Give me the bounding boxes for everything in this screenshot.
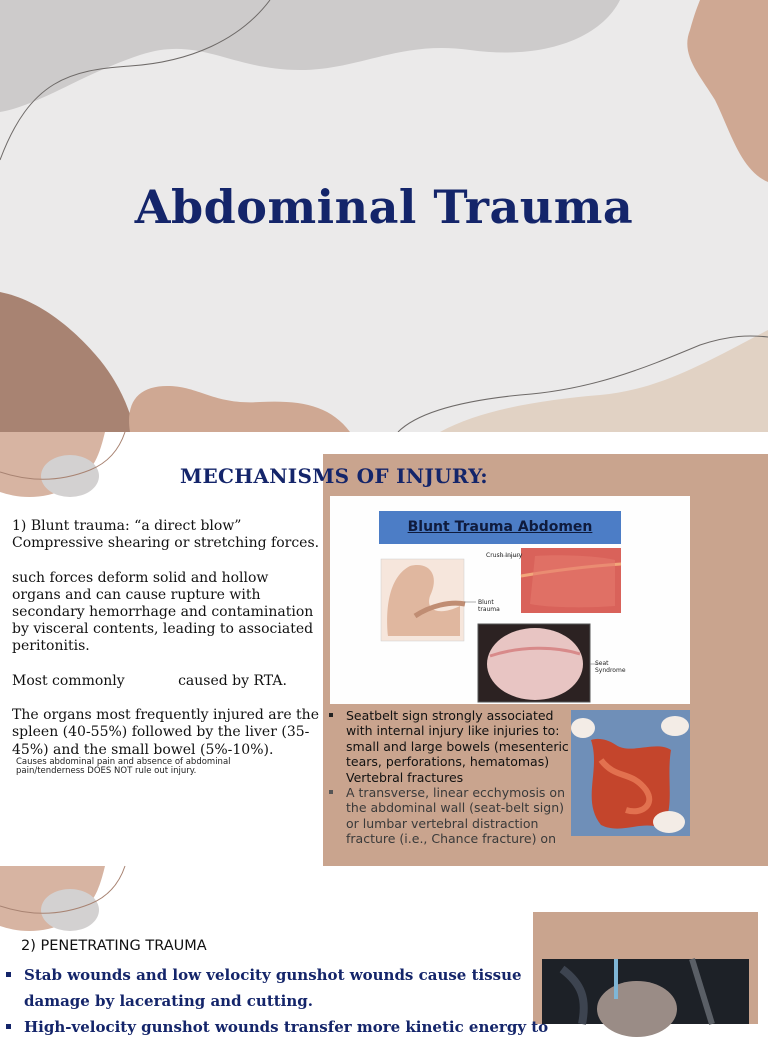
slide-title: Abdominal Trauma (134, 180, 634, 234)
section-heading: MECHANISMS OF INJURY: (180, 464, 488, 488)
decorative-shapes (0, 432, 200, 512)
penetrating-bullets (6, 962, 549, 1040)
label-crush-injury: Crush Injury (486, 552, 523, 559)
label-seat-syndrome: Seat Syndrome (595, 660, 626, 674)
list-item (328, 785, 574, 847)
label-blunt-trauma: Blunt trauma (478, 599, 500, 613)
blunt-trauma-text (12, 518, 320, 776)
bullet-text: Seatbelt sign strongly associated with internal injury like injuries to: small and large bowels (mesenteric tears, perforations, hematomas) (346, 708, 569, 770)
glove-shape (653, 811, 685, 833)
glove-shape (661, 716, 689, 736)
diagram-illustration (330, 496, 690, 704)
skin-area (530, 555, 615, 607)
paragraph: Most commonly caused by RTA. (12, 672, 287, 689)
paragraph: The organs most frequently injured are the spleen (40-55%) followed by the liver (35-45%) and the small bowel (5%-10%). (12, 707, 319, 758)
diagram-title: Blunt Trauma Abdomen (379, 511, 621, 544)
surgery-photo (571, 710, 690, 836)
paragraph: 1) Blunt trauma: “a direct blow” Compressive shearing or stretching forces. (12, 518, 320, 552)
overlay-note: Causes abdominal pain and absence of abdominal pain/tenderness DOES NOT rule out injury. (16, 757, 231, 776)
bullet-text-extra: Vertebral fractures (346, 769, 464, 785)
list-item (6, 1014, 549, 1040)
blunt-trauma-diagram (330, 496, 690, 704)
patient-shape (597, 981, 677, 1037)
tube-shape (614, 959, 618, 999)
list-item (328, 708, 574, 785)
title-slide (0, 0, 768, 432)
abdomen-shape (487, 628, 583, 700)
bullet-square-icon (329, 790, 333, 794)
list-item (6, 962, 526, 1014)
brown-blob (0, 292, 135, 432)
bullet-text: A transverse, linear ecchymosis on the abdominal wall (seat-belt sign) or lumbar vertebral distraction fracture (i.e., Chance fracture) on (346, 785, 565, 847)
tan-blob (687, 0, 768, 182)
penetrating-trauma-photo (542, 959, 749, 1024)
penetrating-slide (0, 866, 768, 1036)
beige-blob (440, 330, 768, 432)
bullet-square-icon (329, 713, 333, 717)
bullet-square-icon (6, 972, 11, 977)
bullet-square-icon (6, 1024, 11, 1029)
bullet-text: Stab wounds and low velocity gunshot wounds cause tissue damage by lacerating and cutting. (24, 966, 522, 1010)
tan-blob-bottom (129, 386, 350, 432)
section-heading: 2) PENETRATING TRAUMA (21, 938, 207, 954)
mechanisms-slide (0, 432, 768, 866)
grey-blob (0, 0, 620, 112)
seatbelt-bullets (328, 708, 574, 866)
glove-shape (571, 718, 595, 738)
decorative-shapes (0, 866, 200, 946)
paragraph: such forces deform solid and hollow organs and can cause rupture with secondary hemorrhage and contamination by visceral contents, leading to associated peritonitis. (12, 569, 314, 655)
bullet-text: High-velocity gunshot wounds transfer more kinetic energy to (24, 1018, 549, 1036)
